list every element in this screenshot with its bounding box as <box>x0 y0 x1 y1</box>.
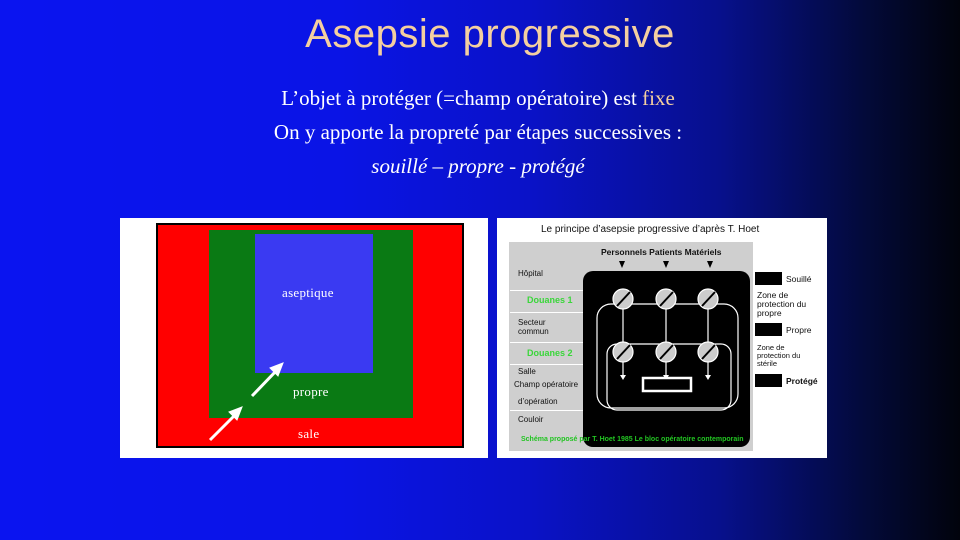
zone-salle: Salle <box>518 367 536 376</box>
label-sale: sale <box>298 426 320 441</box>
diagram-title: Le principe d’asepsie progressive d’après T. Hoet <box>541 224 760 235</box>
line1-highlight: fixe <box>642 86 675 110</box>
legend-swatch-protege <box>755 374 782 387</box>
arrow-icon <box>210 407 242 440</box>
legend-zone-protection-propre-3: propre <box>757 308 782 318</box>
subtitle-line-1 <box>0 86 956 111</box>
legend-zone-protection-sterile-2: protection du <box>757 351 801 360</box>
legend-swatch-souille <box>755 272 782 285</box>
zone-commun: commun <box>518 327 549 336</box>
header-people-patients-materials: Personnels Patients Matériels <box>601 247 722 257</box>
zone-douanes-2: Douanes 2 <box>527 348 573 358</box>
down-arrow-icon <box>707 261 713 268</box>
legend-zone-protection-sterile-1: Zone de <box>757 343 785 352</box>
legend-protege: Protégé <box>786 376 818 386</box>
zone-operation: d’opération <box>518 397 558 406</box>
slide-title: Asepsie progressive <box>305 12 675 56</box>
legend-zone-protection-propre-1: Zone de <box>757 290 789 300</box>
zone-champ: Champ opératoire <box>514 380 579 389</box>
legend-zone-protection-propre-2: protection du <box>757 299 807 309</box>
subtitle-line-2: On y apporte la propreté par étapes successives : <box>273 120 683 144</box>
nested-zones-diagram <box>120 218 488 458</box>
legend-souille: Souillé <box>786 274 812 284</box>
label-propre: propre <box>293 384 329 399</box>
hoet-asepsis-diagram <box>497 218 827 458</box>
progression-arrows <box>120 218 488 458</box>
zone-secteur: Secteur <box>518 318 546 327</box>
arrow-icon <box>252 363 283 396</box>
legend-zone-protection-sterile-3: stérile <box>757 359 778 368</box>
subtitle-line-3: souillé – propre - protégé <box>371 154 585 178</box>
zone-douanes-1: Douanes 1 <box>527 295 573 305</box>
legend-swatch-propre <box>755 323 782 336</box>
diagram-footer: Schéma proposé par T. Hoet 1985 Le bloc opératoire contemporain <box>521 436 744 443</box>
legend-propre: Propre <box>786 325 812 335</box>
down-arrow-icon <box>663 261 669 268</box>
operating-table <box>643 378 691 391</box>
line1-text: L’objet à protéger (=champ opératoire) est <box>281 86 643 110</box>
zone-couloir: Couloir <box>518 415 544 424</box>
label-aseptique: aseptique <box>282 285 334 300</box>
down-arrow-icon <box>619 261 625 268</box>
zone-hopital: Hôpital <box>518 269 543 278</box>
flow-schematic <box>497 218 827 458</box>
